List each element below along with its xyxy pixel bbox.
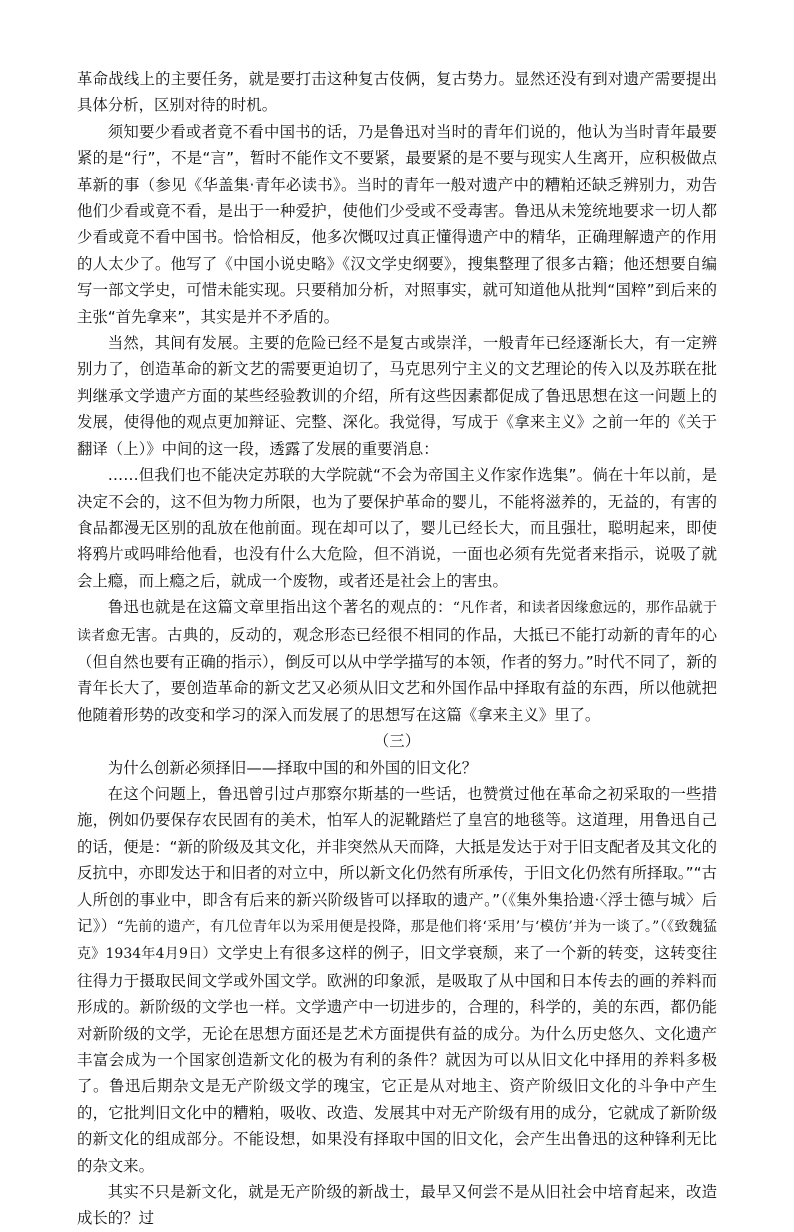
paragraph-1: 革命战线上的主要任务，就是要打击这种复古伎俩，复古势力。显然还没有到对遗产需要提出具体分析，区别对待的时机。 [77,70,717,115]
paragraph-5 [77,594,717,728]
paragraph-8: 其实不只是新文化，就是无产阶级的新战士，最早又何尝不是从旧社会中培育起来，改造成长的？过 [77,1183,717,1228]
paragraph-5-lead: 鲁迅也就是在这篇文章里指出这个著名的观点的： [107,598,453,617]
quoted-passage: ……但我们也不能决定苏联的大学院就“不会为帝国主义作家作选集”。倘在十年以前，是决定不会的，这不但为物力所限，也为了要保护革命的婴儿，不能将滋养的，无益的，有害的食品都漫无区别的乱放在他前面。现在却可以了，婴儿已经长大，而且强壮，聪明起来，即使将鸦片或吗啡给他看，也没有什么大危险，但不消说，一面也必须有先觉者来指示，说吸了就会上瘾，而上瘾之后，就成一个废物，或者还是社会上的害虫。 [77,466,717,590]
paragraph-2: 须知要少看或者竟不看中国书的话，乃是鲁迅对当时的青年们说的，他认为当时青年最要紧的是“行”，不是“言”，暂时不能作文不要紧，最要紧的是不要与现实人生离开，应积极做点革新的事（参见《华盖集·青年必读书》。当时的青年一般对遗产中的糟粕还缺乏辨别力，劝告他们少看或竟不看，是出于一种爱护，使他们少受或不受毒害。鲁迅从未笼统地要求一切人都少看或竟不看中国书。恰恰相反，他多次慨叹过真正懂得遗产中的精华，正确理解遗产的作用的人太少了。他写了《中国小说史略》《汉文学史纲要》，搜集整理了很多古籍；他还想要自编写一部文学史，可惜未能实现。只要稍加分析，对照事实，就可知道他从批判“国粹”到后来的主张“首先拿来”，其实是并不矛盾的。 [77,122,717,326]
paragraph-7-rest: 文学史上有很多这样的例子，旧文学衰颓，来了一个新的转变，这转变往往得力于摄取民间文学或外国文学。欧洲的印象派，是吸取了从中国和日本传去的画的养料而形成的。新阶级的文学也一样。文学遗产中一切进步的，合理的，科学的，美的东西，都仍能对新阶级的文学，无论在思想方面还是艺术方面提供有益的成分。为什么历史悠久、文化遗产丰富会成为一个国家创造新文化的极为有利的条件？就因为可以从旧文化中择用的养料多极了。鲁迅后期杂文是无产阶级文学的瑰宝，它正是从对地主、资产阶级旧文化的斗争中产生的，它批判旧文化中的糟粕，吸收、改造、发展其中对无产阶级有用的成分，它就成了新阶级的新文化的组成部分。不能设想，如果没有择取中国的旧文化，会产生出鲁迅的这种锋利无比的杂文来。 [77,944,717,1175]
paragraph-5-quote: “凡作者，和读者因缘愈远的，那作品就于读者愈 [77,600,717,644]
paragraph-7-quote: “先前的遗产，有几位青年以为采用便是投降，那是他们将‘采用’与‘模仿’并为一谈了。”（《致魏猛克》1934年4月9日） [77,919,717,963]
document-page [77,66,717,1232]
paragraph-5-rest: 无害。古典的，反动的，观念形态已经很不相同的作品，大抵已不能打动新的青年的心（但自然也要有正确的指示），倒反可以从中学学描写的本领，作者的努力。”时代不同了，新的青年长大了，要创造革命的新文艺又必须从旧文艺和外国作品中择取有益的东西，所以他就把他随着形势的改变和学习的深入而发展了的思想写在这篇《拿来主义》里了。 [77,625,717,724]
paragraph-7-lead: 在这个问题上，鲁迅曾引过卢那察尔斯基的一些话，也赞赏过他在革命之初采取的一些措施，例如仍要保存农民固有的美术，怕军人的泥靴踏烂了皇宫的地毯等。这道理，用鲁迅自己的话，便是：“新的阶级及其文化，并非突然从天而降，大抵是发达于对于旧支配者及其文化的反抗中，亦即发达于和旧者的对立中，所以新文化仍然有所承传，于旧文化仍然有所择取。”“古人所创的事业中，即含有后来的新兴阶级皆可以择取的遗产。”（《集外集拾遗·〈浮士德与城〉后记》） [77,784,717,935]
paragraph-6: 为什么创新必须择旧——择取中国的和外国的旧文化？ [107,758,478,777]
paragraph-3: 当然，其间有发展。主要的危险已经不是复古或崇洋，一般青年已经逐渐长大，有一定辨别力了，创造革命的新文艺的需要更迫切了，马克思列宁主义的文艺理论的传入以及苏联在批判继承文学遗产方面的某些经验教训的介绍，所有这些因素都促成了鲁迅思想在这一问题上的发展，使得他的观点更加辩证、完整、深化。我觉得，写成于《拿来主义》之前一年的《关于翻译（上）》中间的这一段，透露了发展的重要消息： [77,334,717,458]
section-heading: （三） [373,732,421,751]
paragraph-7 [77,781,717,1179]
